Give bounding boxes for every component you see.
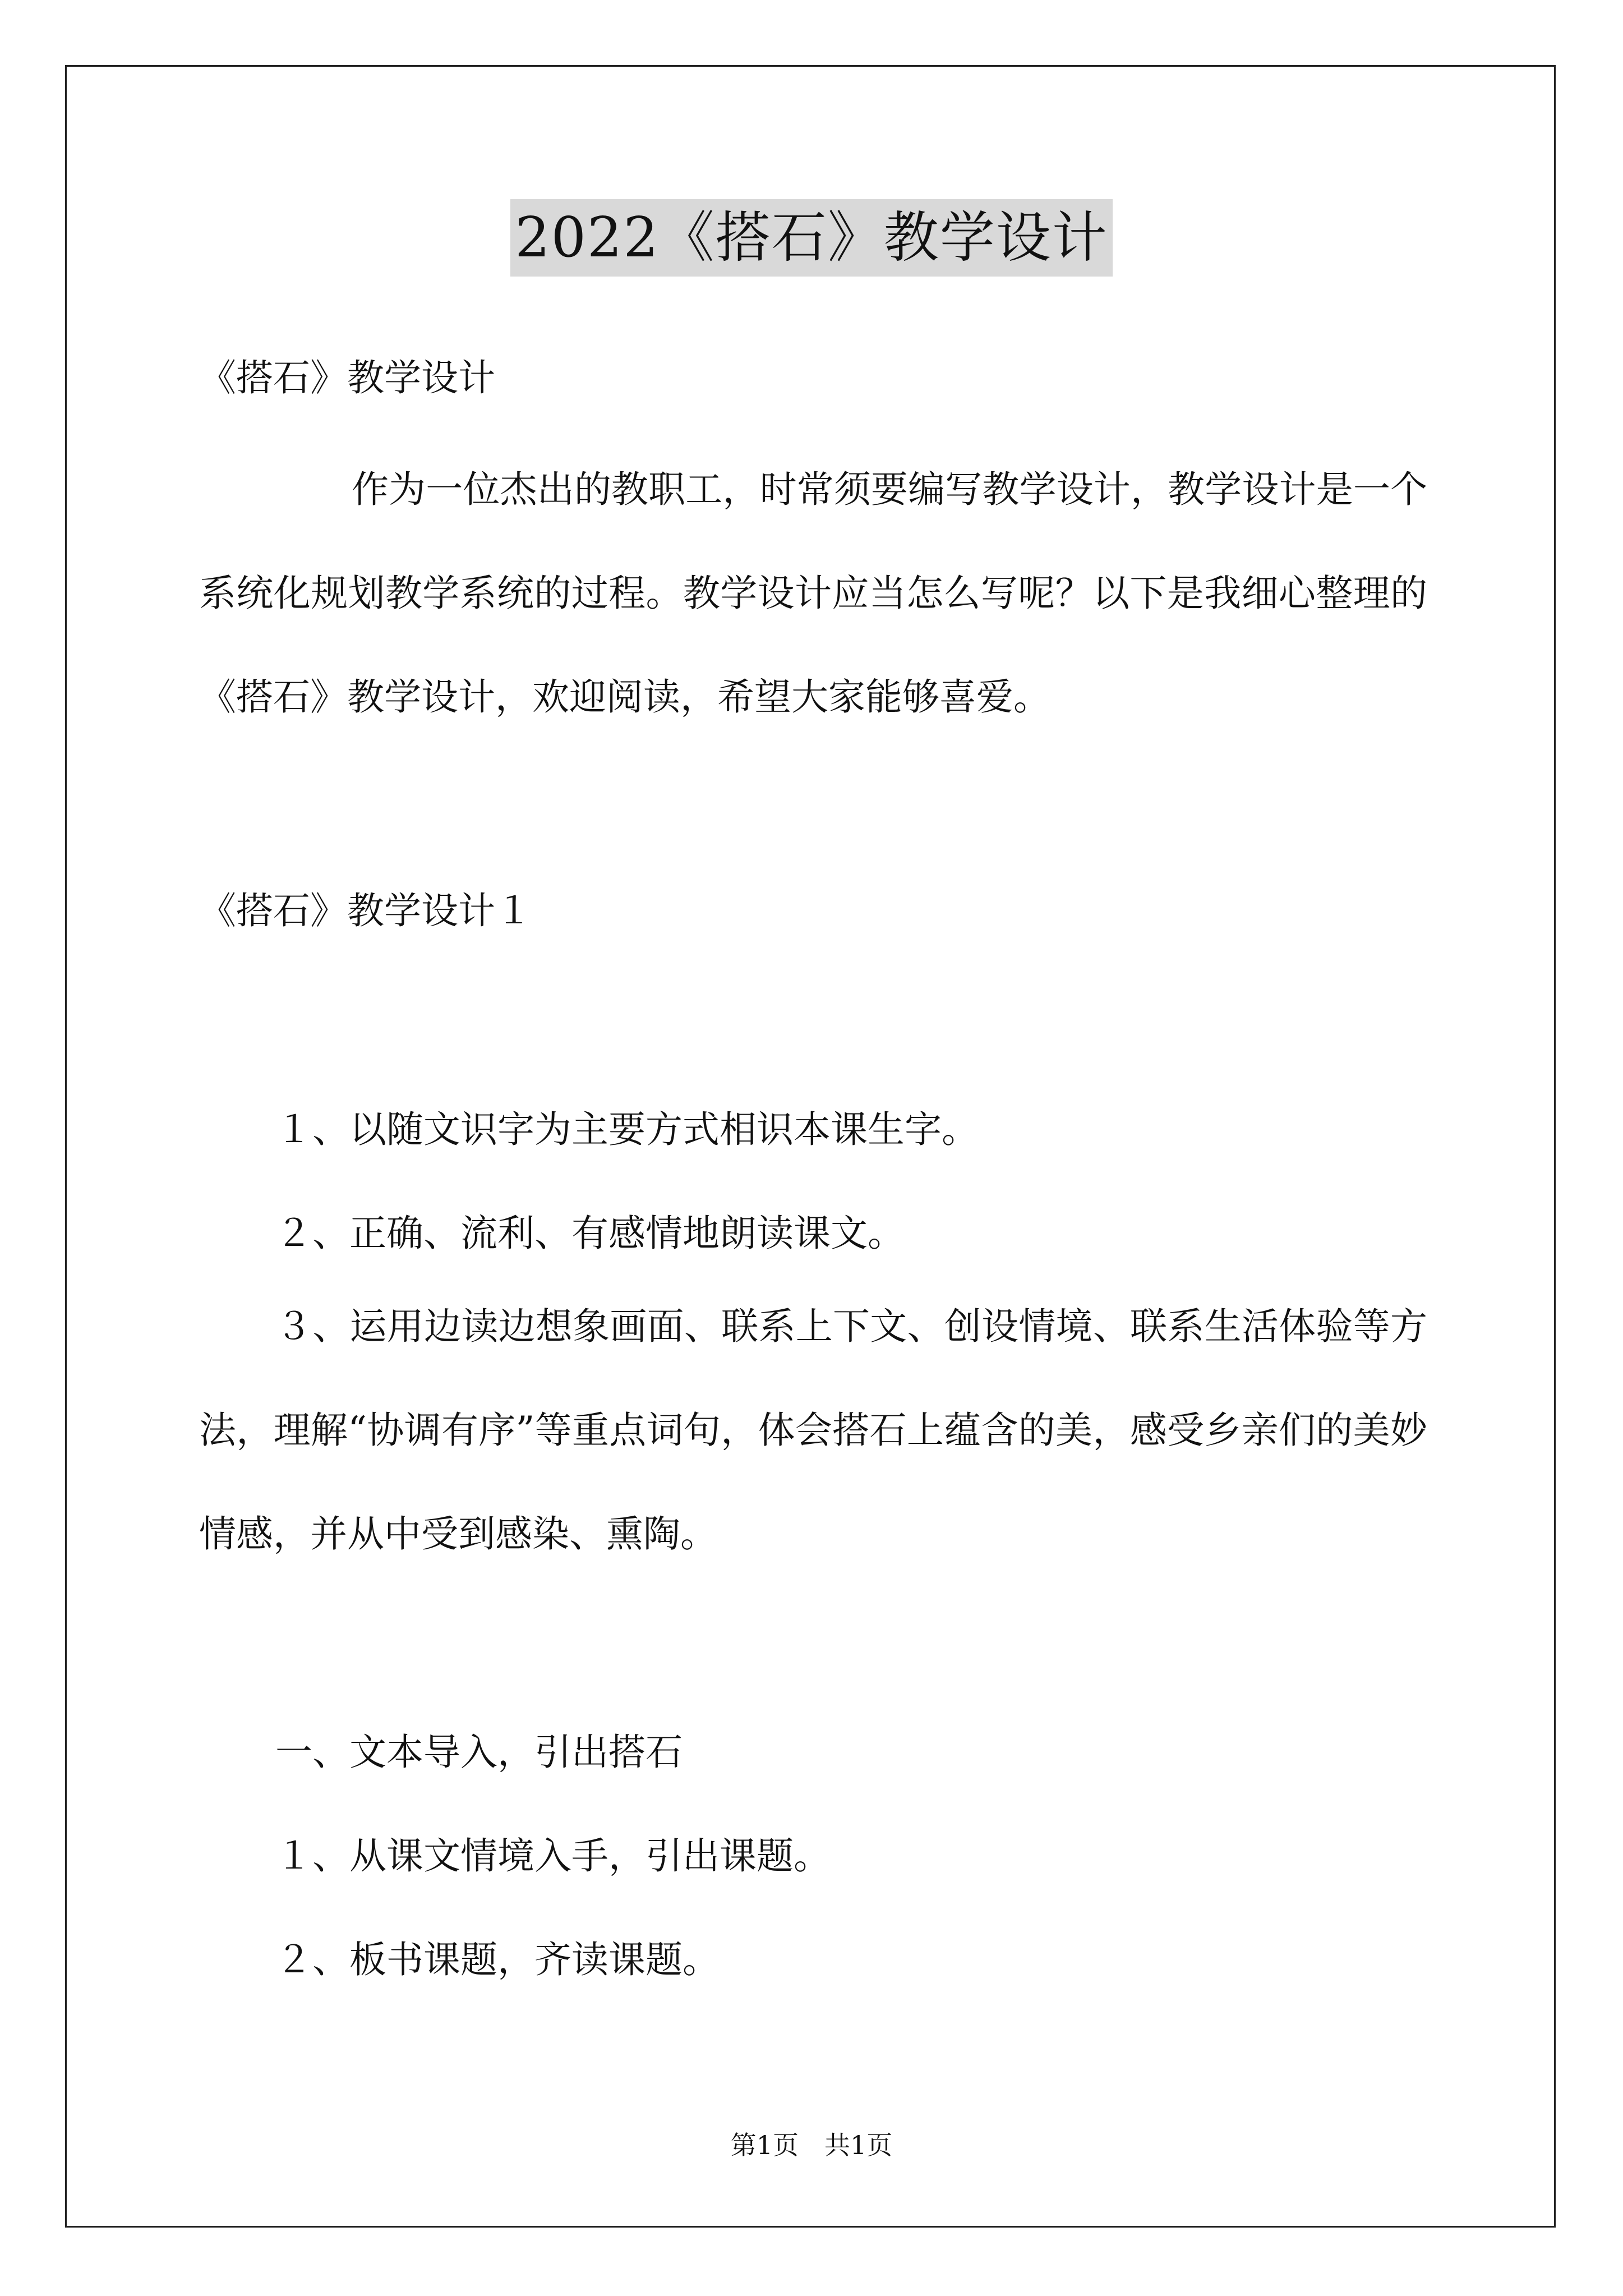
intro-paragraph: 作为一位杰出的教职工，时常须要编写教学设计，教学设计是一个系统化规划教学系统的过程。教学设计应当怎么写呢？以下是我细心整理的《搭石》教学设计，欢迎阅读，希望大家能够喜爱。 — [199, 468, 1427, 719]
document-subtitle: 《搭石》教学设计 — [199, 356, 495, 399]
step-item-2: ２、板书课题，齐读课题。 — [275, 1938, 720, 1981]
document-title: 2022《搭石》教学设计 — [510, 199, 1112, 277]
section-heading: 《搭石》教学设计１ — [199, 889, 532, 932]
step-item-1: １、从课文情境入手，引出课题。 — [275, 1834, 831, 1878]
page-footer: 第1页 共1页 — [730, 2130, 893, 2160]
step-heading: 一、文本导入，引出搭石 — [275, 1731, 683, 1774]
goal-item-1: １、以随文识字为主要方式相识本课生字。 — [275, 1108, 979, 1151]
goal-item-2: ２、正确、流利、有感情地朗读课文。 — [275, 1212, 905, 1255]
title-block — [0, 199, 1623, 277]
goal-item-3: ３、运用边读边想象画面、联系上下文、创设情境、联系生活体验等方法，理解“协调有序”等重点词句，体会搭石上蕴含的美，感受乡亲们的美妙情感，并从中受到感染、熏陶。 — [199, 1305, 1427, 1556]
